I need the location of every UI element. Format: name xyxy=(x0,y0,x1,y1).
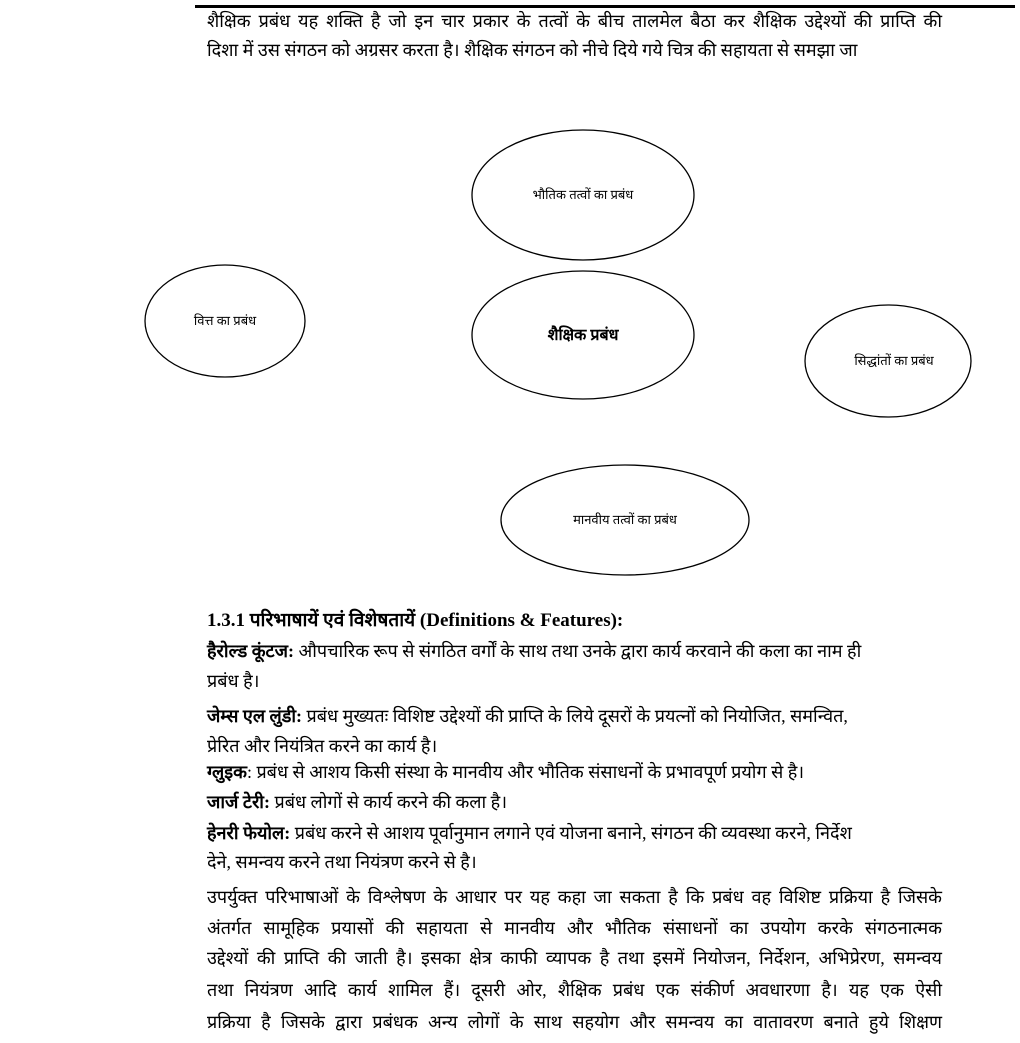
definition-text: प्रबंध करने से आशय पूर्वानुमान लगाने एवं योजना बनाने, संगठन की व्यवस्था करने, निर्देश xyxy=(290,823,852,843)
summary-line: प्रक्रिया है जिसके द्वारा प्रबंधक अन्य लोगों के साथ सहयोग और समन्वय का वातावरण बनाते हुये शिक्षण xyxy=(207,1012,942,1032)
author-name: जार्ज टेरी: xyxy=(207,792,270,812)
author-name: हैरोल्ड कूंटज: xyxy=(207,641,294,661)
summary-line: अंतर्गत सामूहिक प्रयासों की सहायता से मानवीय और भौतिक संसाधनों का उपयोग करके संगठनात्मक xyxy=(207,918,942,938)
definition-text: : प्रबंध से आशय किसी संस्था के मानवीय और भौतिक संसाधनों के प्रभावपूर्ण प्रयोग से है। xyxy=(246,762,805,782)
definition-text: प्रबंध मुख्यतः विशिष्ट उद्देश्यों की प्राप्ति के लिये दूसरों के प्रयत्नों को नियोजित, समन्वित, xyxy=(302,706,848,726)
author-name: ग्लुइक xyxy=(207,762,247,782)
summary-line: उपर्युक्त परिभाषाओं के विश्लेषण के आधार पर यह कहा जा सकता है कि प्रबंध वह विशिष्ट प्रक्रिया है जिसके xyxy=(207,887,942,907)
diagram-label-bottom: मानवीय तत्वों का प्रबंध xyxy=(573,512,677,527)
definition-fayol xyxy=(207,822,942,844)
diagram-label-left: वित्त का प्रबंध xyxy=(193,313,257,328)
definition-gluick xyxy=(207,761,942,783)
diagram-label-top: भौतिक तत्वों का प्रबंध xyxy=(532,187,634,202)
definition-terry xyxy=(207,791,942,813)
author-name: हेनरी फेयोल: xyxy=(207,823,291,843)
definition-text: औपचारिक रूप से संगठित वर्गों के साथ तथा उनके द्वारा कार्य करवाने की कला का नाम ही xyxy=(293,641,862,661)
summary-line: उद्देश्यों की प्राप्ति की जाती है। इसका क्षेत्र काफी व्यापक है तथा इसमें नियोजन, निर्देशन, अभिप्रेरण, समन्वय xyxy=(207,948,942,968)
definition-text: प्रेरित और नियंत्रित करने का कार्य है। xyxy=(207,736,438,756)
definition-text: प्रबंध लोगों से कार्य करने की कला है। xyxy=(269,792,508,812)
diagram-label-right: सिद्धांतों का प्रबंध xyxy=(854,353,934,368)
intro-line: शैक्षिक प्रबंध यह शक्ति है जो इन चार प्रकार के तत्वों के बीच तालमेल बैठा कर शैक्षिक उद्देश्यों की प्राप्ति की xyxy=(207,11,942,31)
summary-line: तथा नियंत्रण आदि कार्य शामिल हैं। दूसरी ओर, शैक्षिक प्रबंध एक संकीर्ण अवधारणा है। यह एक ऐसी xyxy=(207,980,942,1000)
definition-text: देने, समन्वय करने तथा नियंत्रण करने से है। xyxy=(207,852,477,872)
section-heading: 1.3.1 परिभाषायें एवं विशेषतायें (Definitions & Features): xyxy=(207,610,624,631)
definition-koontz xyxy=(207,640,942,662)
intro-line: दिशा में उस संगठन को अग्रसर करता है। शैक्षिक संगठन को नीचे दिये गये चित्र की सहायता से समझा जा xyxy=(207,40,858,60)
definition-lundy xyxy=(207,705,942,727)
definition-text: प्रबंध है। xyxy=(207,671,260,691)
author-name: जेम्स एल लुंडी: xyxy=(207,706,303,726)
diagram-label-center: शैक्षिक प्रबंध xyxy=(547,327,619,344)
